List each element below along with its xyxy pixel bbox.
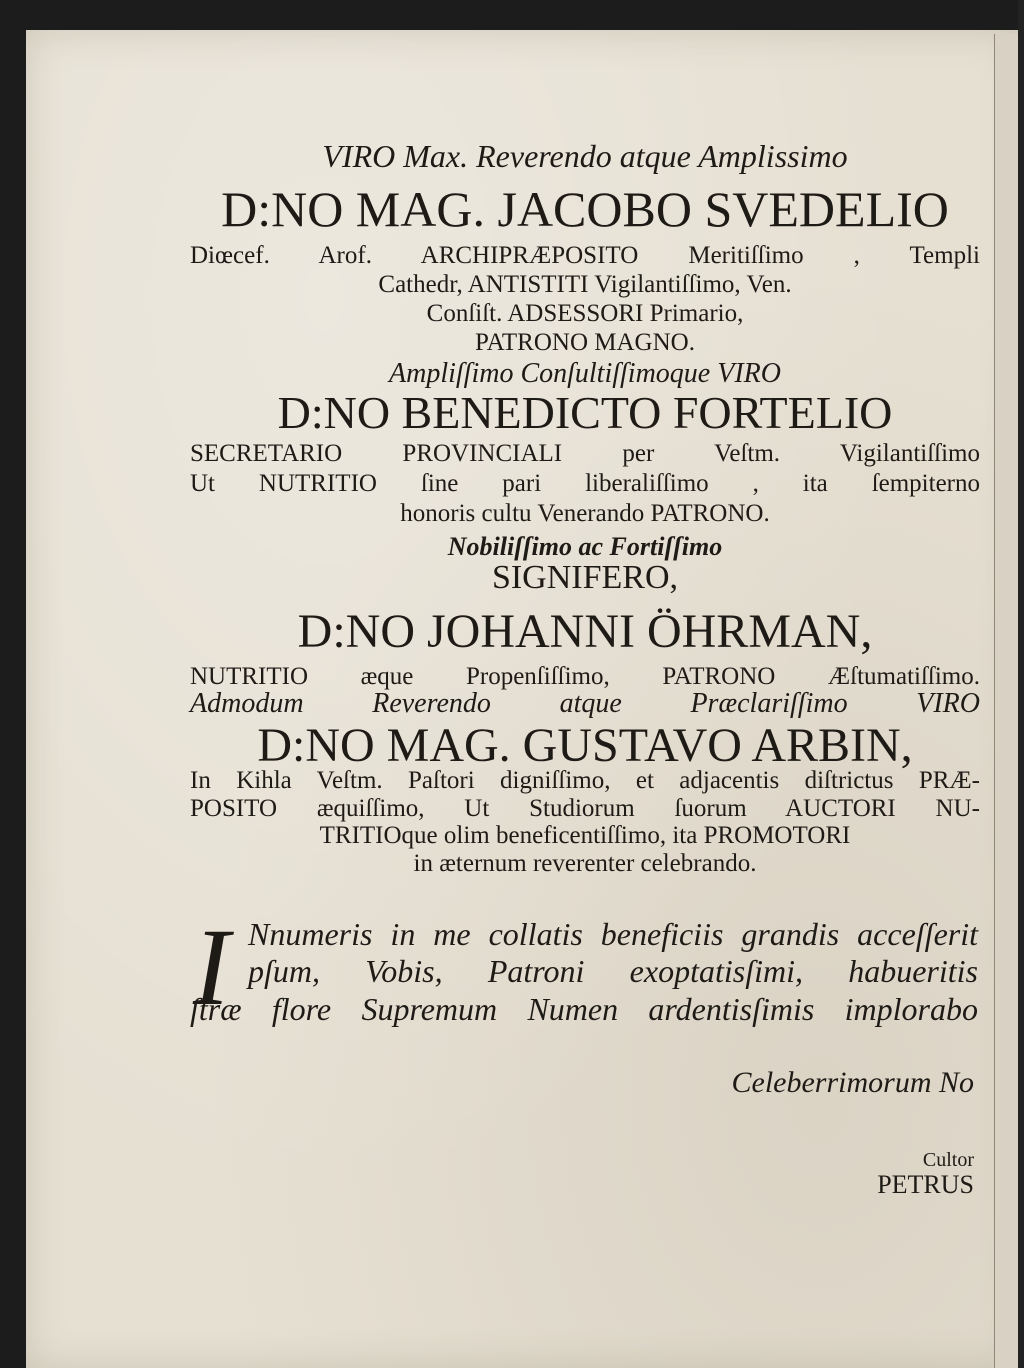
dedication-line: TRITIOque olim beneficentiſſimo, ita PROMOTORI (319, 822, 851, 849)
dedicatee-name: D:NO BENEDICTO FORTELIO (277, 387, 893, 438)
dedication-line: POSITO æquiſſimo, Ut Studiorum ſuorum AUCTORI NU- (190, 795, 980, 822)
dedication-line: PATRONO MAGNO. (475, 329, 695, 356)
paragraph-line: pſum, Vobis, Patroni exoptatisſimi, habueritis (248, 953, 978, 989)
dedication-line: Nobiliſſimo ac Fortiſſimo (447, 532, 723, 561)
dedication-line: Diœcef. Arof. ARCHIPRÆPOSITO Meritiſſimo , Templi (190, 242, 980, 269)
dedication-line: Conſiſt. ADSESSORI Primario, (426, 300, 744, 327)
dedication-line: Admodum Reverendo atque Præclariſſimo VIRO (190, 688, 980, 719)
dedication-line: VIRO Max. Reverendo atque Amplissimo (322, 138, 848, 174)
drop-cap-initial: I (193, 906, 230, 1028)
dedication-line: Cathedr, ANTISTITI Vigilantiſſimo, Ven. (378, 271, 792, 298)
dedicatee-name: D:NO MAG. GUSTAVO ARBIN, (257, 719, 913, 772)
dedication-line: in æternum reverenter celebrando. (413, 850, 757, 877)
dedication-line: SECRETARIO PROVINCIALI per Veſtm. Vigilantiſſimo (190, 440, 980, 467)
closing-cultor: Cultor (922, 1149, 974, 1171)
dedication-line: SIGNIFERO, (491, 559, 679, 596)
paragraph-line: ſtræ flore Supremum Numen ardentisſimis implorabo (190, 991, 978, 1027)
paragraph-line: Nnumeris in me collatis beneficiis grandis acceſſerit (248, 916, 978, 952)
dedication-line: In Kihla Veſtm. Paſtori digniſſimo, et adjacentis diſtrictus PRÆ- (190, 767, 980, 794)
dedication-line: Ut NUTRITIO ſine pari liberaliſſimo , ita ſempiterno (190, 470, 980, 497)
closing-salutation: Celeberrimorum No (731, 1066, 974, 1099)
dedication-line: Ampliſſimo Conſultiſſimoque VIRO (389, 358, 781, 389)
dedicatee-name: D:NO JOHANNI ÖHRMAN, (297, 605, 873, 658)
dedication-line: NUTRITIO æque Propenſiſſimo, PATRONO Æſtumatiſſimo. (190, 663, 980, 690)
closing-name: PETRUS (877, 1170, 974, 1199)
dedication-line: honoris cultu Venerando PATRONO. (400, 500, 770, 527)
dedicatee-name: D:NO MAG. JACOBO SVEDELIO (221, 181, 949, 237)
